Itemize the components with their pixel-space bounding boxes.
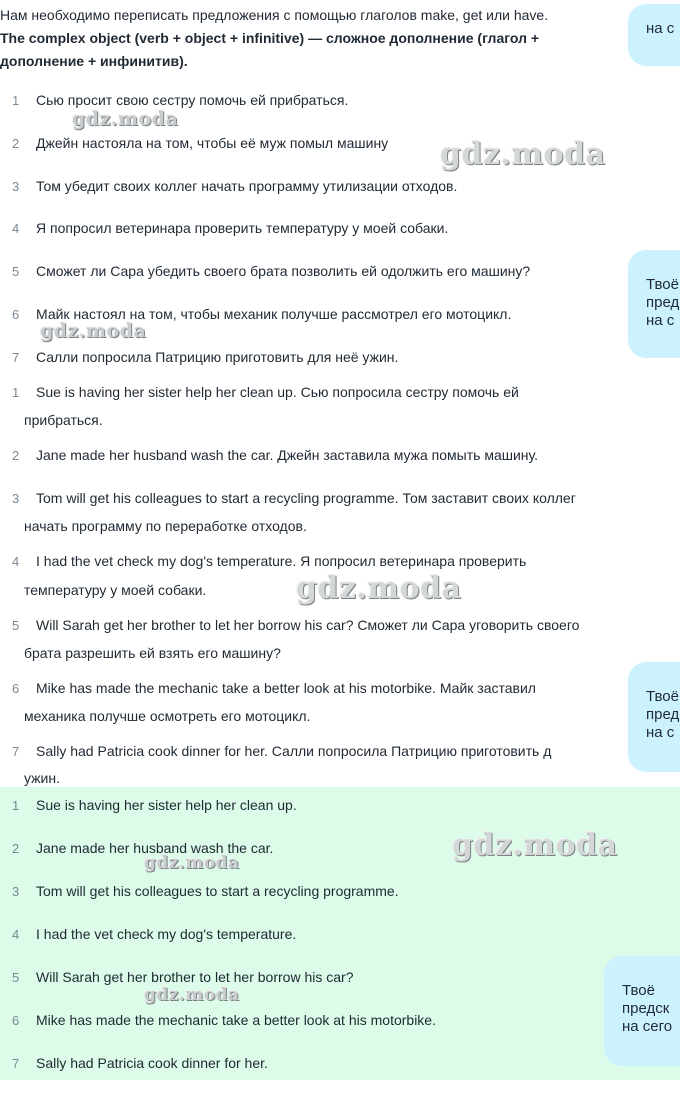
list-item: [0, 257, 530, 286]
intro: [0, 4, 640, 73]
list-item: [0, 172, 457, 201]
item-number: 6: [12, 1013, 20, 1028]
intro-line: Нам необходимо переписать предложения с помощью глаголов make, get или have.: [0, 7, 549, 23]
item-text-cont: ужин.: [24, 770, 60, 786]
item-text: Jane made her husband wash the car. Джейн заставила мужа помыть машину.: [36, 447, 539, 463]
item-number: 3: [12, 491, 20, 506]
item-number: 4: [12, 221, 20, 236]
intro-heading: The complex object (verb + object + infinitive) — сложное дополнение (глагол +: [0, 30, 540, 46]
answer-item: [0, 877, 399, 906]
answer-item: [0, 920, 296, 949]
promo-bubble[interactable]: [628, 250, 680, 358]
list-item: [0, 378, 519, 407]
item-text: Салли попросила Патрицию приготовить для неё ужин.: [36, 349, 399, 365]
item-number: 7: [12, 350, 20, 365]
item-number: 3: [12, 884, 20, 899]
list-item: [0, 737, 551, 766]
item-number: 6: [12, 681, 20, 696]
item-number: 5: [12, 970, 20, 985]
promo-bubble[interactable]: [628, 662, 680, 772]
item-text-cont: брата разрешить ей взять его машину?: [24, 645, 281, 661]
item-number: 2: [12, 841, 20, 856]
item-text: Will Sarah get her brother to let her borrow his car? Сможет ли Сара уговорить своего: [36, 617, 580, 633]
item-number: 6: [12, 307, 20, 322]
item-text: Майк настоял на том, чтобы механик получше рассмотрел его мотоцикл.: [36, 306, 512, 322]
item-number: 5: [12, 618, 20, 633]
answer-item: [0, 1006, 436, 1035]
bubble-text: на с: [646, 20, 675, 37]
bubble-text: на с: [646, 724, 675, 741]
item-text: Сможет ли Сара убедить своего брата позволить ей одолжить его машину?: [36, 263, 531, 279]
watermark: gdz.moda: [40, 320, 147, 342]
item-text-cont: температуру у моей собаки.: [24, 582, 207, 598]
bubble-text: предск: [622, 1000, 670, 1017]
watermark: gdz.moda: [296, 571, 462, 606]
promo-bubble[interactable]: [604, 956, 680, 1066]
watermark: gdz.moda: [452, 828, 618, 863]
watermark: gdz.moda: [144, 985, 240, 1005]
bubble-text: пред: [646, 294, 680, 311]
list-item: [0, 441, 538, 470]
bubble-text: пред: [646, 706, 680, 723]
intro-heading-cont: дополнение + инфинитив).: [0, 53, 188, 69]
answer-item: [0, 1049, 268, 1078]
answer-text: Tom will get his colleagues to start a recycling programme.: [36, 883, 399, 899]
bubble-text: на сего: [622, 1018, 673, 1035]
item-number: 7: [12, 1056, 20, 1071]
item-number: 1: [12, 385, 20, 400]
item-text: Sally had Patricia cook dinner for her. Салли попросила Патрицию приготовить д: [36, 743, 552, 759]
bubble-text: Твоё: [646, 276, 679, 293]
list-item: [0, 214, 448, 243]
item-text: I had the vet check my dog's temperature. Я попросил ветеринара проверить: [36, 553, 527, 569]
item-number: 4: [12, 554, 20, 569]
bubble-text: на с: [646, 312, 675, 329]
answer-text: Sue is having her sister help her clean up.: [36, 797, 297, 813]
list-item: [0, 484, 576, 513]
list-item: [0, 611, 579, 640]
item-text-cont: прибраться.: [24, 412, 103, 428]
item-text: Mike has made the mechanic take a better look at his motorbike. Майк заставил: [36, 680, 536, 696]
watermark: gdz.moda: [144, 853, 240, 873]
item-text: Том убедит своих коллег начать программу утилизации отходов.: [36, 178, 458, 194]
item-text: Sue is having her sister help her clean up. Сью попросила сестру помочь ей: [36, 384, 519, 400]
item-number: 2: [12, 448, 20, 463]
answer-text: I had the vet check my dog's temperature.: [36, 926, 297, 942]
item-number: 3: [12, 179, 20, 194]
item-text: Джейн настояла на том, чтобы её муж помыл машину: [36, 135, 389, 151]
item-text: Tom will get his colleagues to start a recycling programme. Том заставит своих коллег: [36, 490, 576, 506]
bubble-text: Твоё: [622, 982, 655, 999]
item-number: 1: [12, 798, 20, 813]
watermark: gdz.moda: [440, 137, 606, 172]
list-item: [0, 343, 398, 372]
item-text: Сью просит свою сестру помочь ей прибраться.: [36, 92, 349, 108]
item-number: 7: [12, 744, 20, 759]
item-number: 1: [12, 93, 20, 108]
answer-item: [0, 791, 297, 820]
item-text-cont: начать программу по переработке отходов.: [24, 518, 307, 534]
list-item: [0, 129, 388, 158]
promo-bubble[interactable]: [628, 4, 680, 66]
item-number: 5: [12, 264, 20, 279]
watermark: gdz.moda: [72, 108, 179, 130]
item-number: 2: [12, 136, 20, 151]
answer-text: Mike has made the mechanic take a better look at his motorbike.: [36, 1012, 436, 1028]
list-item: [0, 674, 536, 703]
answer-text: Will Sarah get her brother to let her borrow his car?: [36, 969, 354, 985]
answer-text: Sally had Patricia cook dinner for her.: [36, 1055, 268, 1071]
item-text-cont: механика получше осмотреть его мотоцикл.: [24, 708, 311, 724]
item-number: 4: [12, 927, 20, 942]
item-text: Я попросил ветеринара проверить температуру у моей собаки.: [36, 220, 449, 236]
answer-text: Jane made her husband wash the car.: [36, 840, 274, 856]
bubble-text: Твоё: [646, 688, 679, 705]
